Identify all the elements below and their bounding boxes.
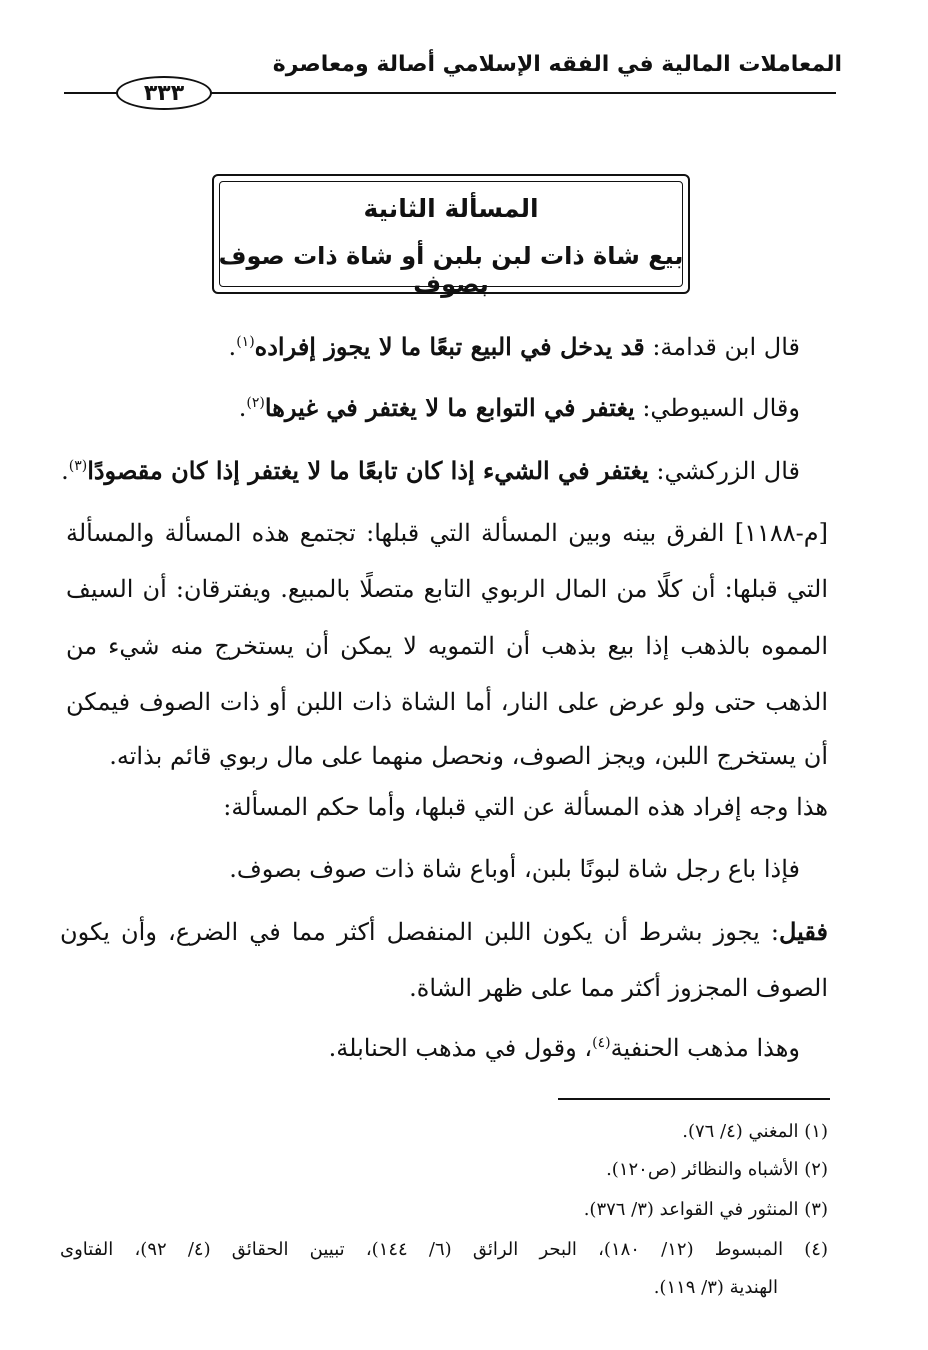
quote-text: يغتفر في الشيء إذا كان تابعًا ما لا يغتفر إذا كان مقصودًا — [87, 456, 649, 485]
quote-lead: وقال السيوطي: — [634, 394, 800, 422]
footnote-rule — [558, 1098, 830, 1100]
quote-end: . — [61, 457, 69, 485]
footnote-marker: (٣) — [68, 458, 88, 474]
footnote-3: (٣) المنثور في القواعد (٣/ ٣٧٦). — [583, 1199, 828, 1220]
quote-end: . — [238, 394, 247, 422]
paragraph-line: هذا وجه إفراد هذه المسألة عن التي قبلها، وأما حكم المسألة: — [223, 793, 828, 821]
opinion-lead: فقيل — [778, 917, 828, 946]
footnote-4-continued: الهندية (٣/ ١١٩). — [653, 1277, 778, 1298]
quote-zarkashi — [61, 456, 800, 486]
running-title: المعاملات المالية في الفقه الإسلامي أصالة ومعاصرة — [272, 52, 842, 77]
quote-text: يغتفر في التوابع ما لا يغتفر في غيرها — [264, 393, 635, 422]
quote-text: قد يدخل في البيع تبعًا ما لا يجوز إفراده — [254, 332, 645, 361]
paragraph-line — [60, 917, 828, 947]
section-title: المسألة الثانية — [363, 194, 539, 223]
page-number: ٣٣٣ — [116, 76, 212, 110]
quote-lead: قال ابن قدامة: — [644, 333, 800, 361]
paragraph-line — [329, 1033, 800, 1063]
section-subtitle: بيع شاة ذات لبن بلبن أو شاة ذات صوف بصوف — [218, 242, 684, 298]
paragraph-line: أن يستخرج اللبن، ويجز الصوف، ونحصل منهما على مال ربوي قائم بذاته. — [109, 742, 828, 770]
quote-end: . — [228, 333, 237, 361]
footnote-marker: (١) — [236, 334, 255, 350]
paragraph-line: المموه بالذهب إذا بيع بذهب أن التمويه لا يمكن أن يستخرج منه شيء من — [66, 632, 828, 660]
quote-ibn-qudama — [229, 332, 800, 362]
madhhab-end: ، وقول في مذهب الحنابلة. — [328, 1034, 593, 1062]
footnote-4: (٤) المبسوط (١٢/ ١٨٠)، البحر الرائق (٦/ ١٤٤)، تبيين الحقائق (٤/ ٩٢)، الفتاوى — [60, 1239, 828, 1260]
section-title-box — [212, 174, 690, 298]
paragraph-line: الذهب حتى ولو عرض على النار، أما الشاة ذات اللبن أو ذات الصوف فيمكن — [66, 688, 828, 716]
paragraph-line: التي قبلها: أن كلًا من المال الربوي التابع متصلًا بالمبيع. ويفترقان: أن السيف — [66, 575, 828, 603]
paragraph-line: [م-١١٨٨] الفرق بينه وبين المسألة التي قبلها: تجتمع هذه المسألة والمسألة — [66, 519, 828, 547]
paragraph-line: فإذا باع رجل شاة لبونًا بلبن، أوباع شاة ذات صوف بصوف. — [229, 855, 800, 883]
footnote-marker: (٤) — [592, 1035, 611, 1051]
footnote-1: (١) المغني (٤/ ٧٦). — [682, 1121, 828, 1142]
madhhab-text: وهذا مذهب الحنفية — [610, 1034, 800, 1062]
quote-suyuti — [239, 393, 800, 423]
paragraph-line: الصوف المجزوز أكثر مما على ظهر الشاة. — [409, 974, 828, 1002]
footnote-marker: (٢) — [246, 395, 265, 411]
footnote-2: (٢) الأشباه والنظائر (ص١٢٠). — [606, 1159, 828, 1180]
quote-lead: قال الزركشي: — [648, 457, 800, 485]
opinion-text: : يجوز بشرط أن يكون اللبن المنفصل أكثر مما في الضرع، وأن يكون — [60, 918, 779, 946]
